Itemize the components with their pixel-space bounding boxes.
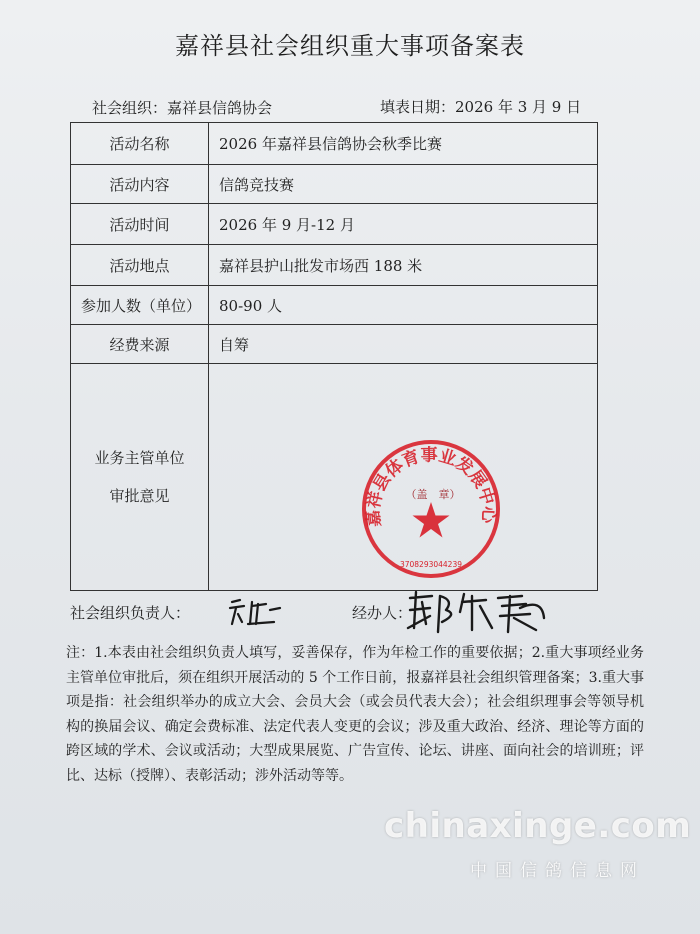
official-seal [360,438,502,580]
organization-label: 社会组织： [92,99,168,117]
watermark-domain: chinaxinge.com [384,806,692,846]
document-title: 嘉祥县社会组织重大事项备案表 [175,32,525,60]
row-label: 参加人数（单位） [71,286,209,325]
responsible-person-line [70,602,190,623]
row-value: 信鸽竞技赛 [209,165,598,204]
row-label: 活动名称 [71,123,209,165]
table-row [71,286,598,325]
approval-row [71,364,598,591]
table-row [71,165,598,204]
seal-star-icon [413,502,450,538]
table-row [71,325,598,364]
row-label: 活动地点 [71,245,209,286]
handler-signature [402,588,552,636]
seal-center-text: （盖 章） [405,488,461,501]
table-row [71,204,598,245]
approval-label [71,364,209,591]
seal-code: 3708293044239 [399,560,463,569]
filing-form-table [70,122,598,591]
row-label: 经费来源 [71,325,209,364]
row-value: 2026 年 9 月-12 月 [209,204,598,245]
organization-name: 嘉祥县信鸽协会 [167,99,273,117]
fill-date-line [380,96,581,117]
row-label: 活动时间 [71,204,209,245]
watermark-site-name: 中国信鸽信息网 [470,861,645,881]
fill-date-label: 填表日期： [380,98,456,116]
table-row [71,245,598,286]
row-label: 活动内容 [71,165,209,204]
fill-date-value: 2026 年 3 月 9 日 [455,98,582,116]
seal-ring-text: 嘉祥县体育事业发展中心 [363,445,499,528]
responsible-person-label: 社会组织负责人： [70,604,191,622]
table-row [71,123,598,165]
notes-paragraph: 注：1.本表由社会组织负责人填写，妥善保存，作为年检工作的重要依据；2.重大事项经业务主管单位审批后，须在组织开展活动的 5 个工作日前，报嘉祥县社会组织管理备案；3.重大事项是指：社会组织举办的成立大会、会员大会（或会员代表大会）；社会组织理事会等领导机构的换届会议、确定会费标准、法定代表人变更的会议；涉及重大政治、经济、理论等方面的跨区域的学术、会议或活动；大型成果展览、广告宣传、论坛、讲座、面向社会的培训班；评比、达标（授牌）、表彰活动；涉外活动等等。 [66,645,644,784]
row-value: 2026 年嘉祥县信鸽协会秋季比赛 [209,123,598,165]
organization-line [92,97,272,118]
row-value: 自筹 [209,325,598,364]
responsible-signature [226,594,296,630]
approval-label-line1: 业务主管单位 [94,449,185,467]
handler-label: 经办人： [352,604,413,622]
approval-label-line2: 审批意见 [109,487,170,505]
row-value: 80-90 人 [209,286,598,325]
row-value: 嘉祥县护山批发市场西 188 米 [209,245,598,286]
